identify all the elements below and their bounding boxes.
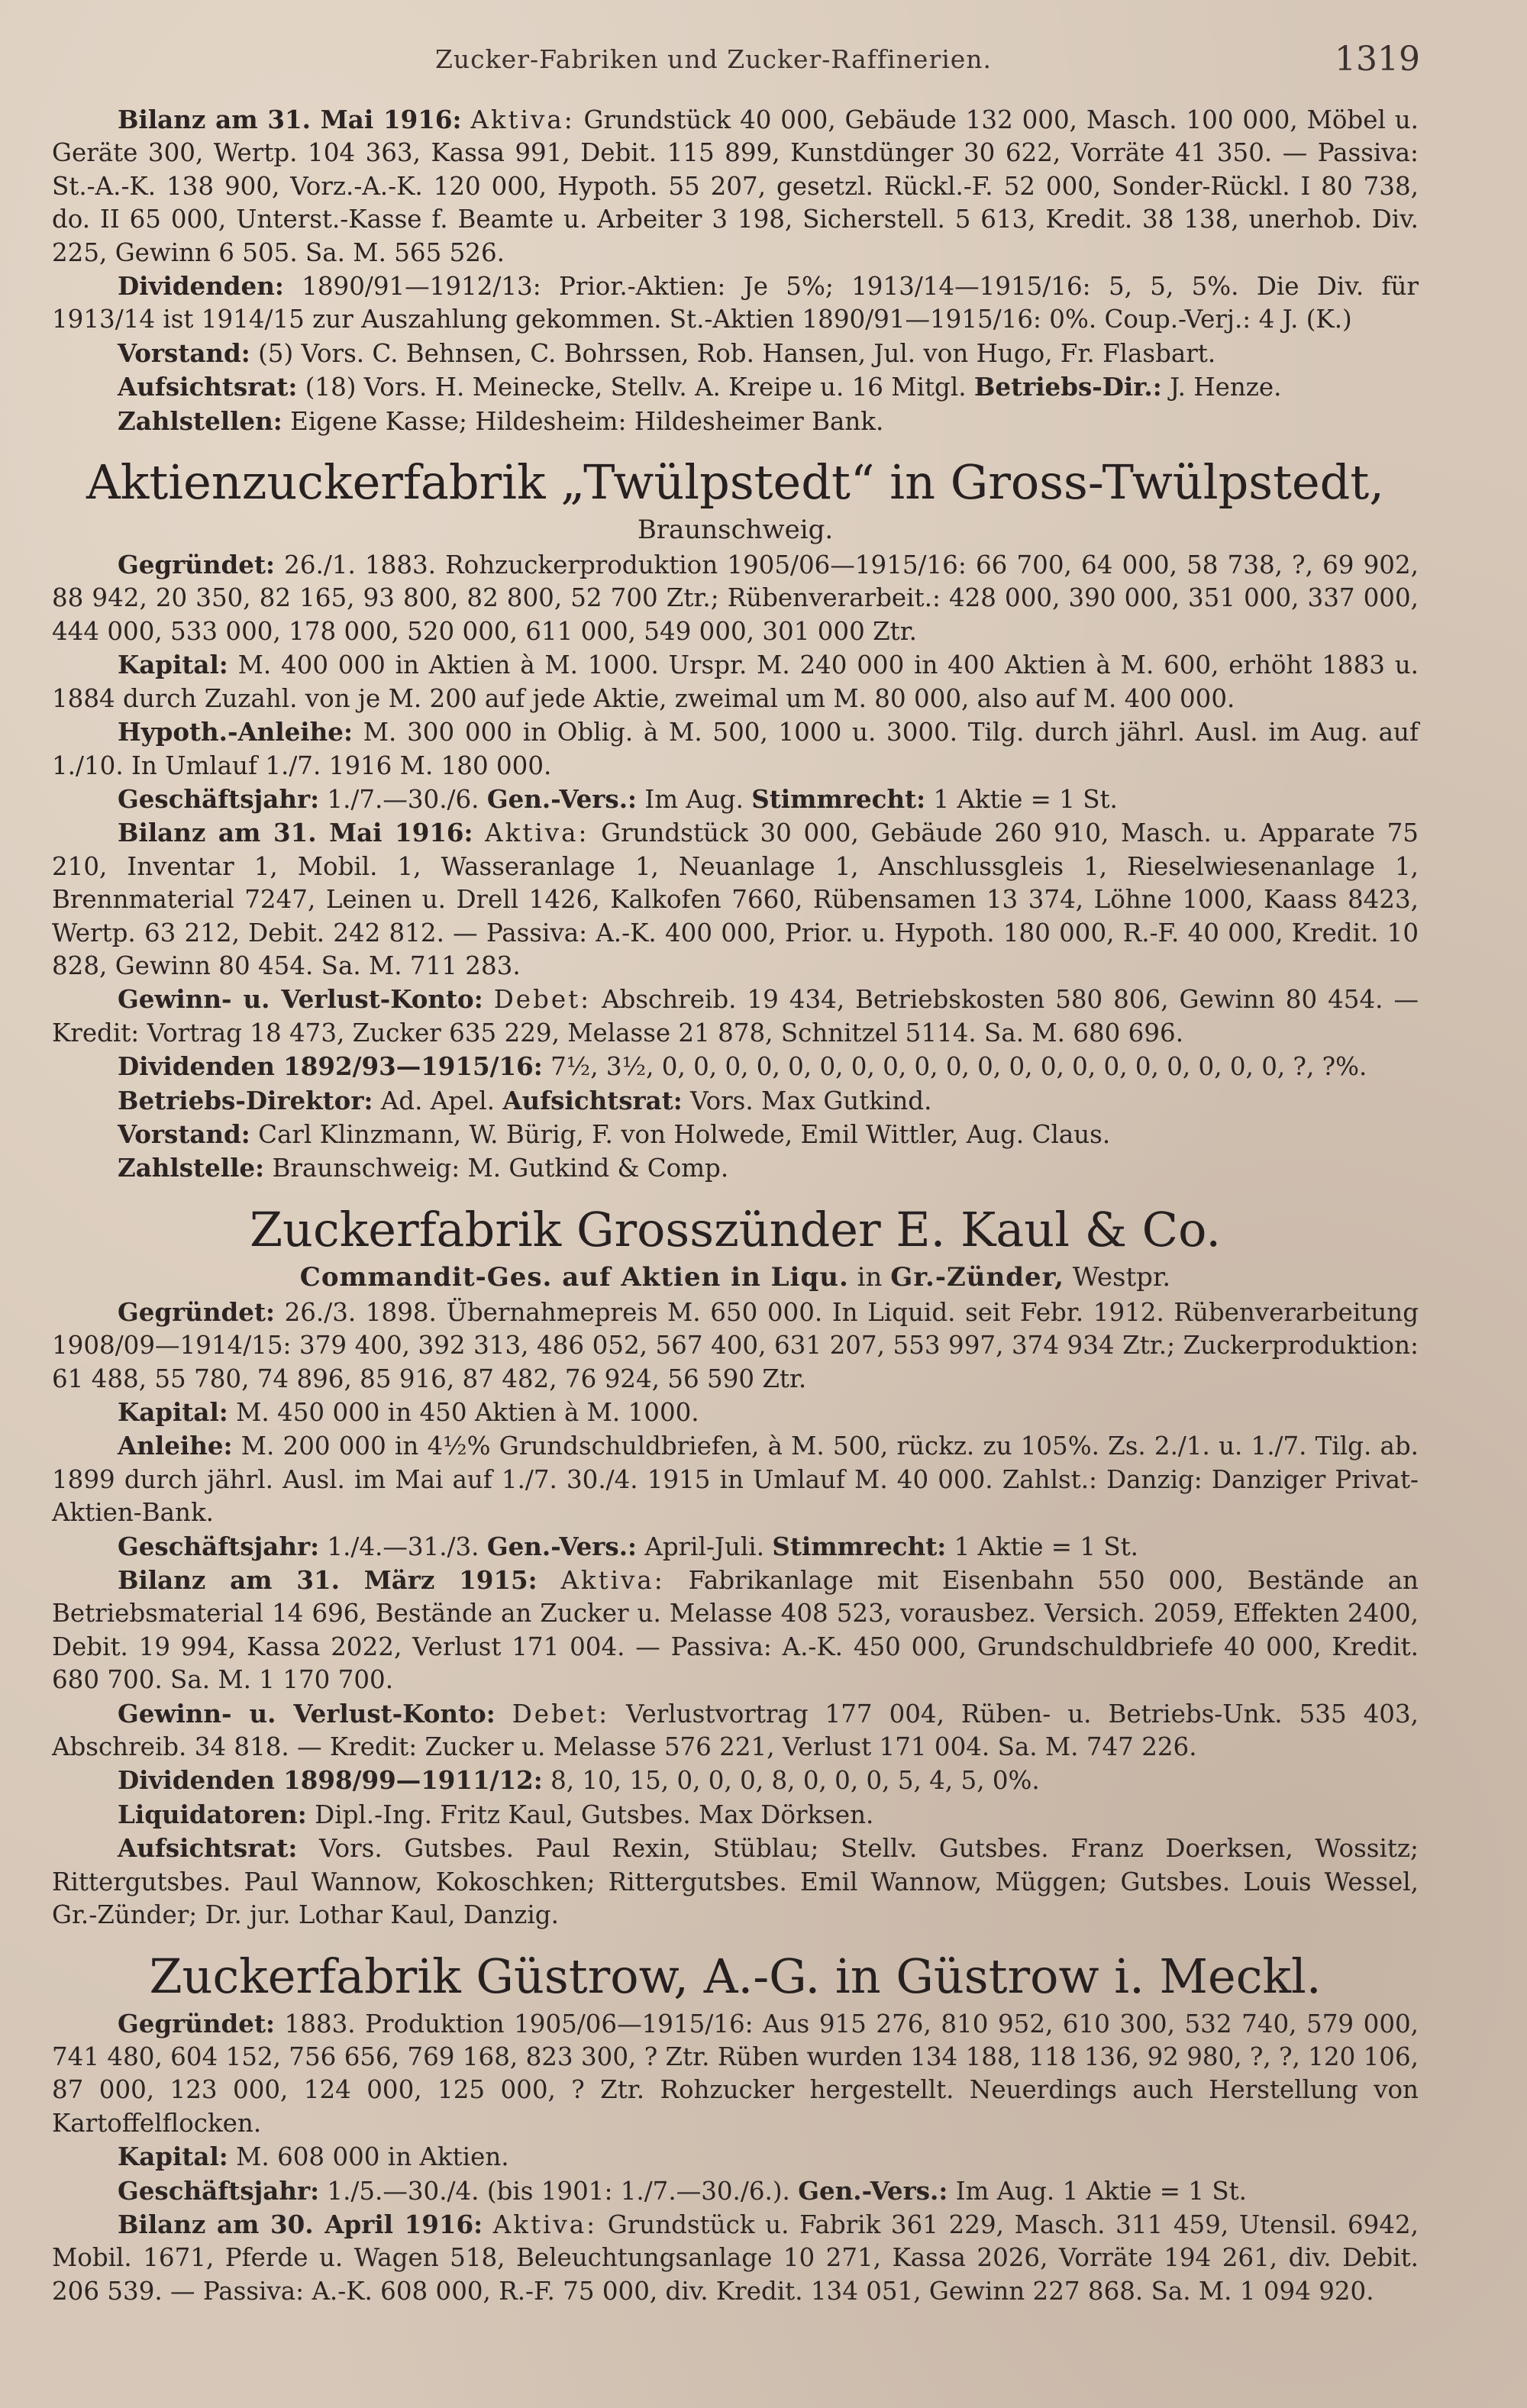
hypoth-label: Hypoth.-Anleihe: xyxy=(118,717,353,747)
dividenden-text: 7½, 3½, 0, 0, 0, 0, 0, 0, 0, 0, 0, 0, 0, 0, 0, 0, 0, 0, 0, 0, 0, 0, ?, ?%. xyxy=(550,1052,1367,1082)
entry-guestrow xyxy=(52,1946,1419,2309)
gegruendet-label: Gegründet: xyxy=(118,550,275,580)
bilanz-paragraph xyxy=(52,2208,1419,2308)
gegruendet-label: Gegründet: xyxy=(118,2008,275,2038)
zahlstellen-text: Eigene Kasse; Hildesheim: Hildesheimer Bank. xyxy=(290,406,884,436)
stimmrecht-label: Stimmrecht: xyxy=(751,783,926,814)
aufsichtsrat-paragraph xyxy=(52,1832,1419,1932)
company-place: Gr.-Zünder, xyxy=(890,1261,1064,1293)
stimmrecht-text: 1 Aktie = 1 St. xyxy=(1062,2176,1247,2206)
zahlstelle-label: Zahlstelle: xyxy=(118,1153,265,1183)
bilanz-label: Bilanz am 30. April 1916: xyxy=(118,2209,483,2239)
zahlstelle-paragraph xyxy=(52,1151,1419,1185)
vorstand-text: Carl Klinzmann, W. Bürig, F. von Holwede, Emil Wittler, Aug. Claus. xyxy=(258,1119,1111,1149)
dividenden-paragraph xyxy=(52,1764,1419,1797)
aktiva-label: Aktiva: xyxy=(560,1566,665,1596)
geschaeftsjahr-paragraph xyxy=(52,1530,1419,1564)
vorstand-label: Vorstand: xyxy=(118,337,250,368)
bilanz-text: Fabrikanlage mit Eisenbahn 550 000, Bestände an Betriebsmaterial 14 696, Bestände an Zucker u. Melasse 408 523, vorausbez. Versich. 2059, Effekten 2400, Debit. 19 994, Kassa 2022, Verlust 171 004. — Passiva: A.-K. 450 000, Grundschuldbriefe 40 000, Kredit. 680 700. Sa. M. 1 170 700. xyxy=(52,1566,1419,1695)
vorstand-label: Vorstand: xyxy=(118,1118,250,1149)
company-subtitle xyxy=(52,1260,1419,1294)
kapital-label: Kapital: xyxy=(118,650,228,680)
bilanz-label: Bilanz am 31. März 1915: xyxy=(118,1565,538,1596)
geschaeftsjahr-paragraph xyxy=(52,2174,1419,2208)
geschaeftsjahr-text: 1./5.—30./4. (bis 1901: 1./7.—30./6.). xyxy=(327,2176,790,2206)
running-header xyxy=(0,40,1527,82)
aufsichtsrat-label: Aufsichtsrat: xyxy=(118,1833,298,1864)
bilanz-paragraph xyxy=(52,103,1419,270)
gegruendet-text: 26./3. 1898. Übernahmepreis M. 650 000. In Liquid. seit Febr. 1912. Rübenverarbeitung 1908/09—1914/15: 379 400, 392 313, 486 052, 567 400, 631 207, 553 997, 374 934 Ztr.; Zuckerproduktion: 61 488, 55 780, 74 896, 85 916, 87 482, 76 924, 56 590 Ztr. xyxy=(52,1297,1419,1393)
geschaeftsjahr-text: 1./7.—30./6. xyxy=(327,784,479,814)
genvers-text: April-Juli. xyxy=(644,1532,765,1561)
company-title: Aktienzuckerfabrik „Twülpstedt“ in Gross-Twülpstedt, xyxy=(86,454,1384,511)
anleihe-label: Anleihe: xyxy=(118,1431,233,1461)
hypoth-paragraph xyxy=(52,715,1419,783)
gegruendet-paragraph xyxy=(52,1296,1419,1396)
aufsichtsrat-paragraph xyxy=(52,370,1419,404)
guv-paragraph xyxy=(52,1697,1419,1764)
guv-text: Verlustvortrag 177 004, Rüben- u. Betriebs-Unk. 535 403, Abschreib. 34 818. — Kredit: Zucker u. Melasse 576 221, Verlust 171 004. Sa. M. 747 226. xyxy=(52,1699,1419,1762)
vorstand-paragraph xyxy=(52,337,1419,370)
entry-grosszuender xyxy=(52,1199,1419,1932)
vorstand-text: (5) Vors. C. Behnsen, C. Bohrssen, Rob. Hansen, Jul. von Hugo, Fr. Flasbart. xyxy=(258,338,1216,368)
aufsichtsrat-text: Vors. Gutsbes. Paul Rexin, Stüblau; Stellv. Gutsbes. Franz Doerksen, Wossitz; Rittergutsbes. Paul Wannow, Kokoschken; Rittergutsbes. Emil Wannow, Müggen; Gutsbes. Louis Wessel, Gr.-Zünder; Dr. jur. Lothar Kaul, Danzig. xyxy=(52,1834,1419,1930)
geschaeftsjahr-paragraph xyxy=(52,783,1419,816)
stimmrecht-label: Stimmrecht: xyxy=(772,1531,947,1561)
gegruendet-paragraph xyxy=(52,2007,1419,2141)
company-form: Commandit-Ges. auf Aktien in Liqu. xyxy=(299,1261,849,1293)
bilanz-label: Bilanz am 31. Mai 1916: xyxy=(118,105,462,134)
aufsichtsrat-label: Aufsichtsrat: xyxy=(502,1085,683,1115)
geschaeftsjahr-label: Geschäftsjahr: xyxy=(118,1531,320,1561)
aufsichtsrat-text: Vors. Max Gutkind. xyxy=(690,1086,932,1115)
dividenden-text: 8, 10, 15, 0, 0, 0, 8, 0, 0, 0, 5, 4, 5, 0%. xyxy=(550,1766,1040,1796)
gegruendet-label: Gegründet: xyxy=(118,1296,275,1327)
geschaeftsjahr-label: Geschäftsjahr: xyxy=(118,783,320,814)
running-title: Zucker-Fabriken und Zucker-Raffinerien. xyxy=(435,44,993,74)
genvers-label: Gen.-Vers.: xyxy=(798,2175,948,2206)
liquidatoren-paragraph xyxy=(52,1798,1419,1832)
genvers-text: Im Aug. xyxy=(955,2176,1055,2206)
entry-twuelpstedt xyxy=(52,452,1419,1186)
kapital-paragraph xyxy=(52,2140,1419,2174)
kapital-text: M. 608 000 in Aktien. xyxy=(236,2142,509,2172)
company-title: Zuckerfabrik Güstrow, A.-G. in Güstrow i. Meckl. xyxy=(149,1948,1322,2004)
betriebsdirektor-label: Betriebs-Direktor: xyxy=(118,1085,373,1115)
genvers-label: Gen.-Vers.: xyxy=(486,783,638,814)
bilanz-paragraph xyxy=(52,1564,1419,1697)
genvers-label: Gen.-Vers.: xyxy=(486,1531,638,1561)
genvers-text: Im Aug. xyxy=(644,784,744,814)
kapital-text: M. 450 000 in 450 Aktien à M. 1000. xyxy=(236,1398,699,1427)
guv-label: Gewinn- u. Verlust-Konto: xyxy=(118,1698,496,1729)
guv-label: Gewinn- u. Verlust-Konto: xyxy=(118,984,483,1015)
geschaeftsjahr-text: 1./4.—31./3. xyxy=(327,1532,479,1561)
betriebsdirektor-paragraph xyxy=(52,1084,1419,1118)
zahlstelle-text: Braunschweig: M. Gutkind & Comp. xyxy=(272,1154,729,1183)
betriebsdir-text: J. Henze. xyxy=(1170,373,1282,402)
gegruendet-text: 26./1. 1883. Rohzuckerproduktion 1905/06—1915/16: 66 700, 64 000, 58 738, ?, 69 902, 88 942, 20 350, 82 165, 93 800, 82 800, 52 700 Ztr.; Rübenverarbeit.: 428 000, 390 000, 351 000, 337 000, 444 000, 533 000, 178 000, 520 000, 611 000, 549 000, 301 000 Ztr. xyxy=(52,550,1419,646)
guv-text: Abschreib. 19 434, Betriebskosten 580 806, Gewinn 80 454. — Kredit: Vortrag 18 473, Zucker 635 229, Melasse 21 878, Schnitzel 5114. Sa. M. 680 696. xyxy=(52,985,1419,1047)
company-region: Westpr. xyxy=(1072,1261,1171,1293)
bilanz-label: Bilanz am 31. Mai 1916: xyxy=(118,818,473,848)
hypoth-text: M. 300 000 in Oblig. à M. 500, 1000 u. 3000. Tilg. durch jährl. Ausl. im Aug. auf 1./10. In Umlauf 1./7. 1916 M. 180 000. xyxy=(52,718,1419,780)
dividenden-label: Dividenden 1898/99—1911/12: xyxy=(118,1765,543,1796)
subtitle-in: in xyxy=(857,1261,883,1293)
stimmrecht-text: 1 Aktie = 1 St. xyxy=(954,1532,1138,1561)
bilanz-text: Grundstück 40 000, Gebäude 132 000, Masch. 100 000, Möbel u. Geräte 300, Wertp. 104 363, Kassa 991, Debit. 115 899, Kunstdünger 30 622, Vorräte 41 350. — Passiva: St.-A.-K. 138 900, Vorz.-A.-K. 120 000, Hypoth. 55 207, gesetzl. Rückl.-F. 52 000, Sonder-Rückl. I 80 738, do. II 65 000, Unterst.-Kasse f. Beamte u. Arbeiter 3 198, Sicherstell. 5 613, Kredit. 38 138, unerhob. Div. 225, Gewinn 6 505. Sa. M. 565 526. xyxy=(52,105,1419,267)
liquidatoren-text: Dipl.-Ing. Fritz Kaul, Gutsbes. Max Dörksen. xyxy=(315,1800,874,1829)
dividenden-label: Dividenden: xyxy=(118,271,284,302)
company-title: Zuckerfabrik Grosszünder E. Kaul & Co. xyxy=(249,1201,1222,1257)
betriebsdir-label: Betriebs-Dir.: xyxy=(973,372,1162,402)
aktiva-label: Aktiva: xyxy=(485,818,589,848)
aktiva-label: Aktiva: xyxy=(470,105,575,134)
dividenden-text: 1890/91—1912/13: Prior.-Aktien: Je 5%; 1913/14—1915/16: 5, 5, 5%. Die Div. für 1913/14 ist 1914/15 zur Auszahlung gekommen. St.-Aktien 1890/91—1915/16: 0%. Coup.-Verj.: 4 J. (K.) xyxy=(52,272,1419,334)
zahlstellen-paragraph xyxy=(52,405,1419,438)
bilanz-paragraph xyxy=(52,816,1419,983)
stimmrecht-text: 1 Aktie = 1 St. xyxy=(933,784,1118,814)
dividenden-label: Dividenden 1892/93—1915/16: xyxy=(118,1051,543,1082)
betriebsdirektor-text: Ad. Apel. xyxy=(380,1086,495,1115)
aufsichtsrat-label: Aufsichtsrat: xyxy=(118,372,298,402)
entry-continued xyxy=(52,103,1419,438)
guv-paragraph xyxy=(52,983,1419,1050)
vorstand-paragraph xyxy=(52,1118,1419,1151)
geschaeftsjahr-label: Geschäftsjahr: xyxy=(118,2175,320,2206)
kapital-paragraph xyxy=(52,648,1419,715)
liquidatoren-label: Liquidatoren: xyxy=(118,1799,307,1829)
aktiva-label: Aktiva: xyxy=(492,2209,598,2239)
page-content xyxy=(52,103,1419,2308)
kapital-label: Kapital: xyxy=(118,1397,228,1427)
anleihe-text: M. 200 000 in 4½% Grundschuldbriefen, à M. 500, rückz. zu 105%. Zs. 2./1. u. 1./7. Tilg. ab. 1899 durch jährl. Ausl. im Mai auf 1./7. 30./4. 1915 in Umlauf M. 40 000. Zahlst.: Danzig: Danziger Privat-Aktien-Bank. xyxy=(52,1432,1419,1528)
kapital-text: M. 400 000 in Aktien à M. 1000. Urspr. M. 240 000 in 400 Aktien à M. 600, erhöht 1883 u. 1884 durch Zuzahl. von je M. 200 auf jede Aktie, zweimal um M. 80 000, also auf M. 400 000. xyxy=(52,650,1419,713)
bilanz-text: Grundstück 30 000, Gebäude 260 910, Masch. u. Apparate 75 210, Inventar 1, Mobil. 1, Wasseranlage 1, Neuanlage 1, Anschlussgleis 1, Rieselwiesenanlage 1, Brennmaterial 7247, Leinen u. Drell 1426, Kalkofen 7660, Rübensamen 13 374, Löhne 1000, Kaass 8423, Wertp. 63 212, Debit. 242 812. — Passiva: A.-K. 400 000, Prior. u. Hypoth. 180 000, R.-F. 40 000, Kredit. 10 828, Gewinn 80 454. Sa. M. 711 283. xyxy=(52,818,1419,980)
dividenden-paragraph xyxy=(52,270,1419,337)
kapital-paragraph xyxy=(52,1396,1419,1429)
company-location: Braunschweig. xyxy=(637,515,834,546)
gegruendet-paragraph xyxy=(52,548,1419,648)
kapital-label: Kapital: xyxy=(118,2142,228,2172)
page-number: 1319 xyxy=(1335,40,1420,79)
dividenden-paragraph xyxy=(52,1050,1419,1083)
bilanz-text: Grundstück u. Fabrik 361 229, Masch. 311 459, Utensil. 6942, Mobil. 1671, Pferde u. Wagen 518, Beleuchtungsanlage 10 271, Kassa 2026, Vorräte 194 261, div. Debit. 206 539. — Passiva: A.-K. 608 000, R.-F. 75 000, div. Kredit. 134 051, Gewinn 227 868. Sa. M. 1 094 920. xyxy=(52,2209,1419,2306)
debet-label: Debet: xyxy=(512,1699,610,1729)
gegruendet-text: 1883. Produktion 1905/06—1915/16: Aus 915 276, 810 952, 610 300, 532 740, 579 000, 741 480, 604 152, 756 656, 769 168, 823 300, ? Ztr. Rüben wurden 134 188, 118 136, 92 980, ?, ?, 120 106, 87 000, 123 000, 124 000, 125 000, ? Ztr. Rohzucker hergestellt. Neuerdings auch Herstellung von Kartoffelflocken. xyxy=(52,2009,1419,2138)
aufsichtsrat-text: (18) Vors. H. Meinecke, Stellv. A. Kreipe u. 16 Mitgl. xyxy=(305,373,967,402)
zahlstellen-label: Zahlstellen: xyxy=(118,405,282,436)
anleihe-paragraph xyxy=(52,1429,1419,1529)
debet-label: Debet: xyxy=(493,985,592,1015)
